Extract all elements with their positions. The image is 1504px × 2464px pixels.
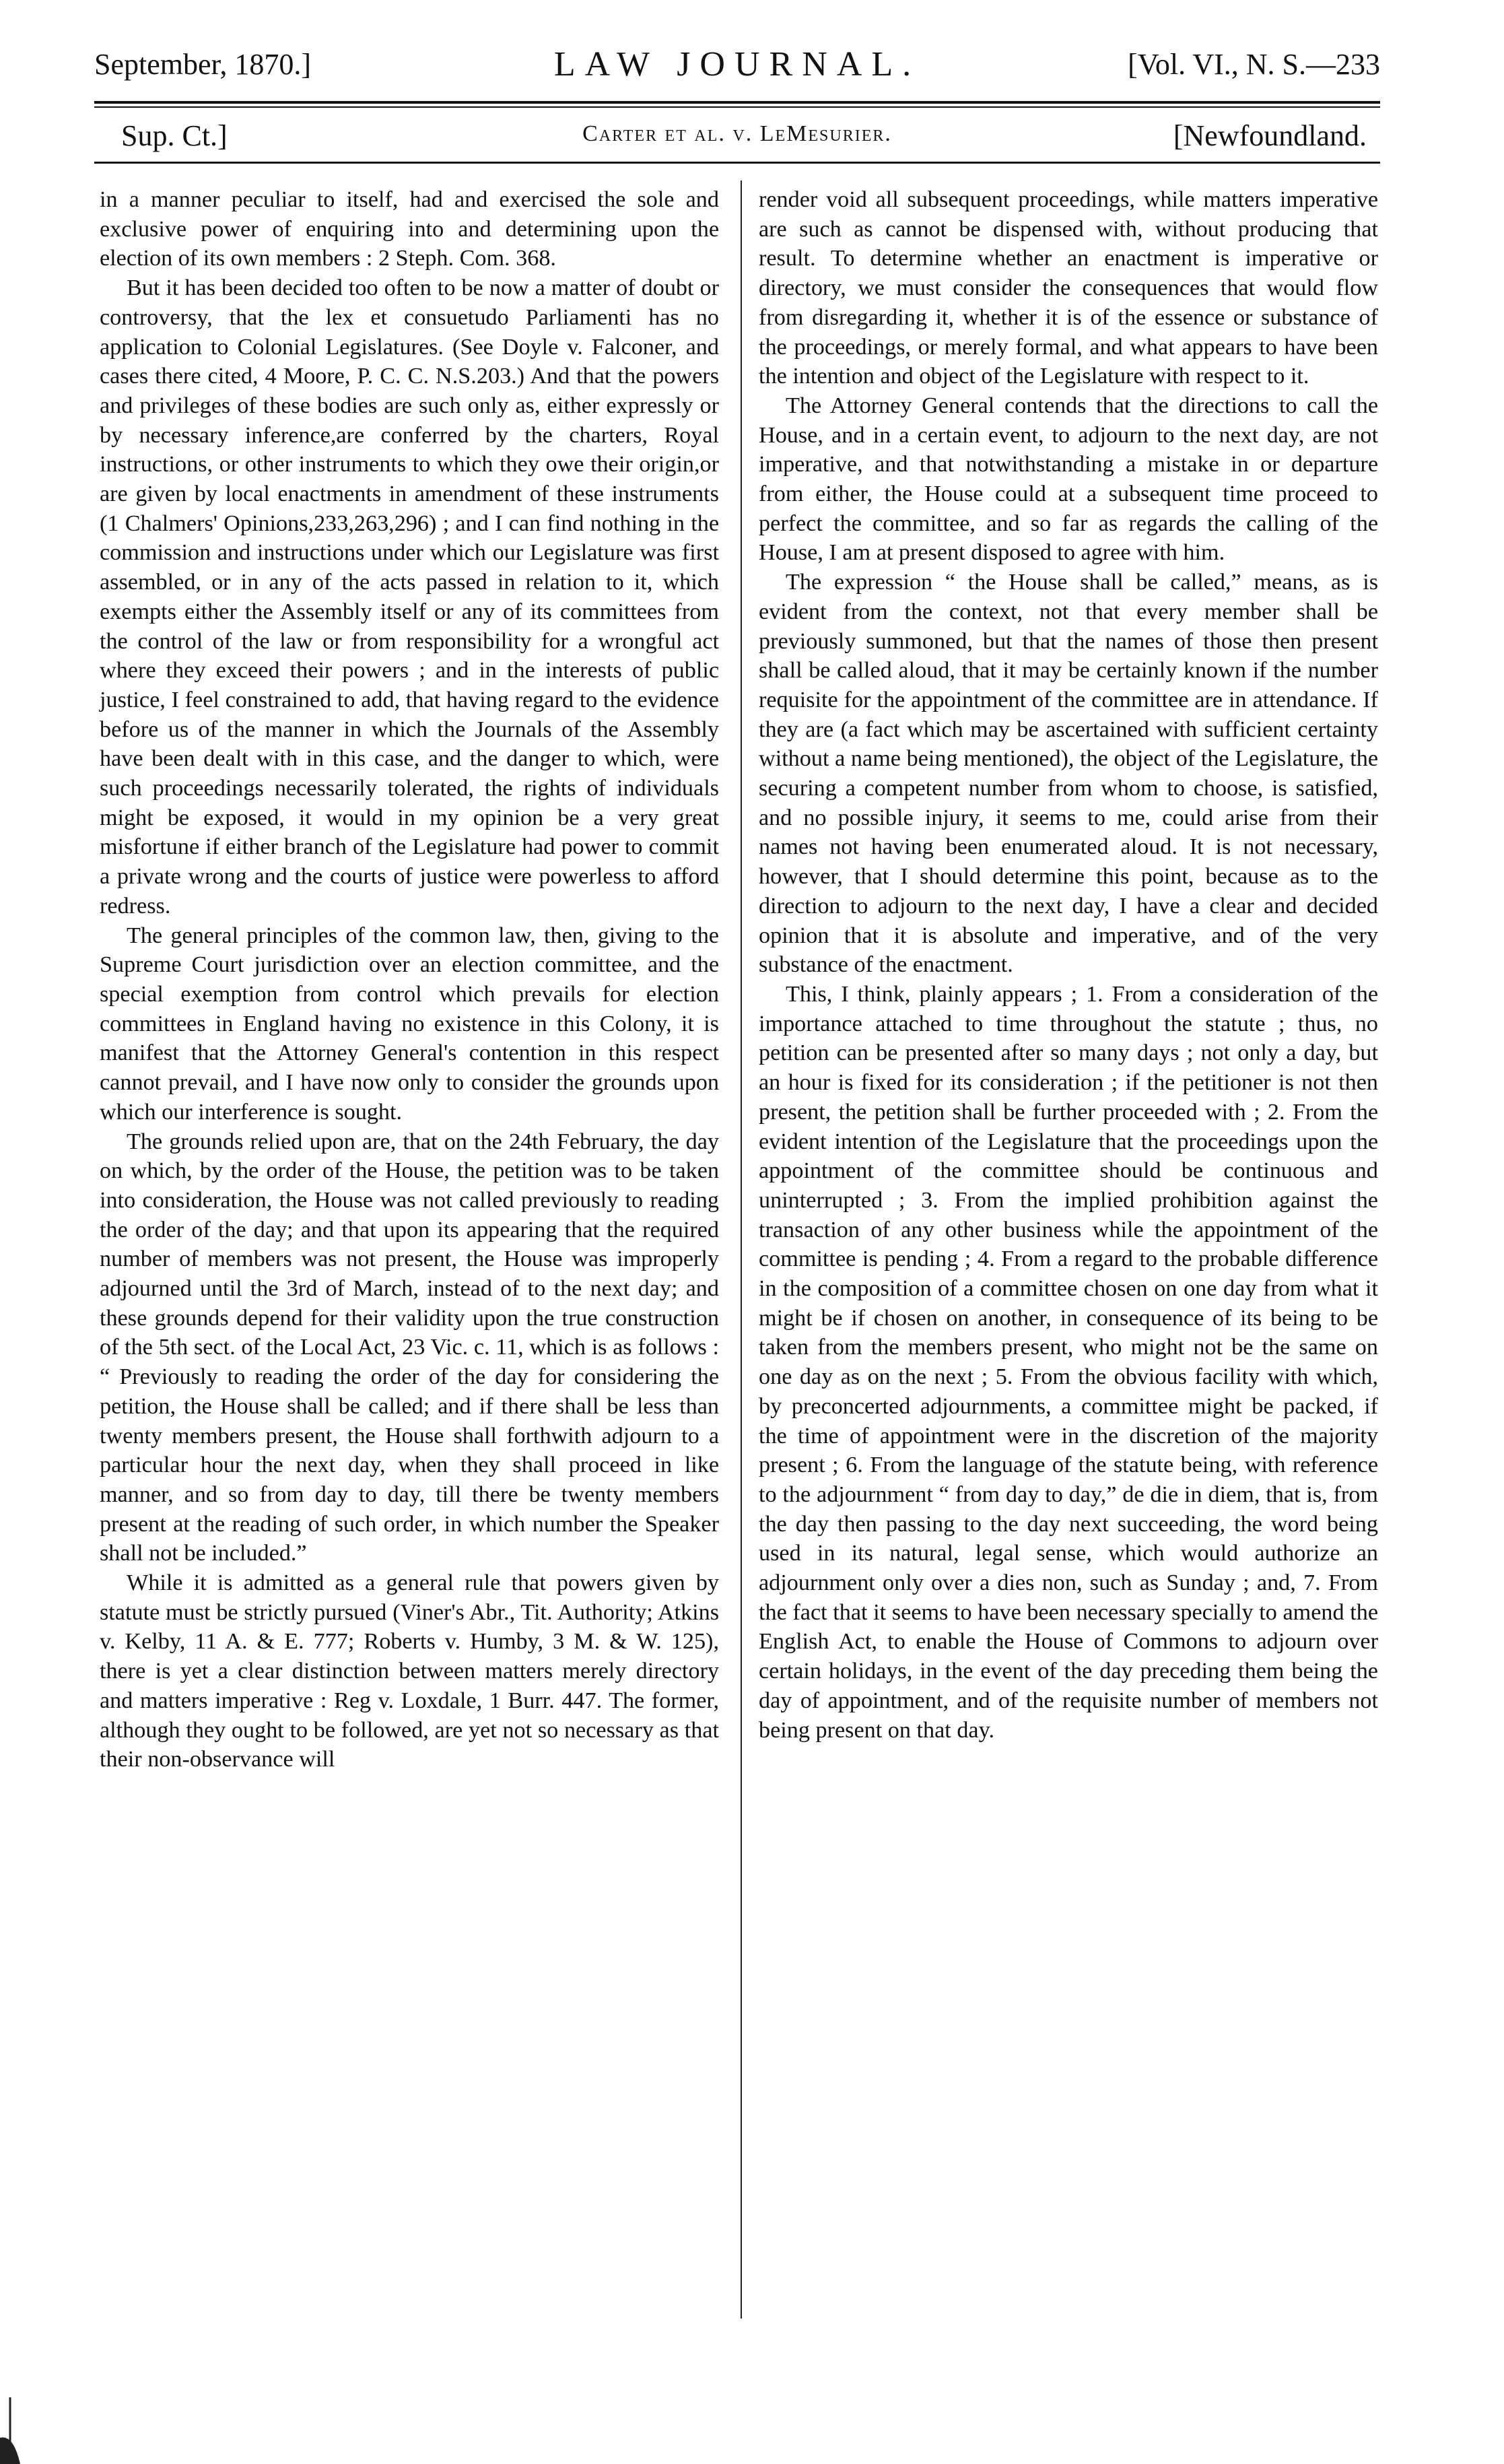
paragraph: This, I think, plainly appears ; 1. From a consideration of the importance attached to time throughout the statute ; thus, no petition can be presented after so many days ; not only a day, but an hour is fixed for its consideration ; if the petitioner is not then present, the petition shall be further proceeded with ; 2. From the evident intention of the Legislature that the proceedings upon the appointment of the committee should be continuous and uninterrupted ; 3. From the implied prohibition against the transaction of any other business while the appointment of the committee is pending ; 4. From a regard to the probable difference in the composition of a committee chosen on one day from what it might be if chosen on another, in consequence of its being to be taken from the members present, who might not be the same on one day as on the next ; 5. From the obvious facility with which, by preconcerted adjournments, a committee might be packed, if the time of appointment were in the discretion of the majority present ; 6. From the language of the statute being, with reference to the adjournment “ from day to day,” de die in diem, that is, from the day then passing to the day next succeeding, the word being used in its natural, legal sense, which would authorize an adjournment only over a dies non, such as Sunday ; and, 7. From the fact that it seems to have been necessary specially to amend the English Act, to enable the House of Commons to adjourn over certain holidays, in the event of the day preceding them being the day of appointment, and of the requisite number of members not being present on that day. bbox=[759, 981, 1378, 1743]
court-label: Sup. Ct.] bbox=[121, 119, 228, 152]
header-date: September, 1870.] bbox=[94, 48, 312, 81]
binding-edge-mark bbox=[0, 2397, 40, 2464]
paragraph: The general principles of the common law, then, giving to the Supreme Court jurisdiction over an election committee, and the special exemption from control which prevails for election committees in England having no existence in this Colony, it is manifest that the Attorney General's contention in this respect cannot prevail, and I have now only to consider the grounds upon which our interference is sought. bbox=[100, 923, 719, 1125]
running-header bbox=[94, 40, 1380, 94]
right-column bbox=[759, 185, 1378, 2327]
case-header bbox=[94, 113, 1380, 160]
paragraph: The Attorney General contends that the directions to call the House, and in a certain event, to adjourn to the next day, are not imperative, and that notwithstanding a mistake in or departure from either, the House could at a subsequent time proceed to perfect the committee, and so far as regards the calling of the House, I am at present disposed to agree with him. bbox=[759, 393, 1378, 566]
paragraph: render void all subsequent proceedings, while matters imperative are such as cannot be dispensed with, without producing that result. To determine whether an enactment is imperative or directory, we must consider the consequences that would flow from disregarding it, whether it is of the essence or substance of the proceedings, or merely formal, and what appears to have been the intention and object of the Legislature with respect to it. bbox=[759, 187, 1378, 389]
header-rule-thick bbox=[94, 101, 1380, 104]
header-rule-thin bbox=[94, 106, 1380, 108]
column-divider bbox=[741, 180, 742, 2319]
case-title: Carter et al. v. LeMesurier. bbox=[582, 121, 892, 146]
jurisdiction-label: [Newfoundland. bbox=[1173, 119, 1367, 152]
left-column bbox=[100, 185, 719, 2327]
header-volume: [Vol. VI., N. S.—233 bbox=[1128, 48, 1380, 81]
journal-title: LAW JOURNAL. bbox=[553, 45, 921, 84]
paragraph: in a manner peculiar to itself, had and exercised the sole and exclusive power of enquiring into and determining upon the election of its own members : 2 Steph. Com. 368. bbox=[100, 187, 719, 271]
paragraph: While it is admitted as a general rule that powers given by statute must be strictly pursued (Viner's Abr., Tit. Authority; Atkins v. Kelby, 11 A. & E. 777; Roberts v. Humby, 3 M. & W. 125), there is yet a clear distinction between matters merely directory and matters imperative : Reg v. Loxdale, 1 Burr. 447. The former, although they ought to be followed, are yet not so necessary as that their non-observance will bbox=[100, 1570, 719, 1772]
paragraph: But it has been decided too often to be now a matter of doubt or controversy, that the lex et consuetudo Parliamenti has no application to Colonial Legislatures. (See Doyle v. Falconer, and cases there cited, 4 Moore, P. C. C. N.S.203.) And that the powers and privileges of these bodies are such only as, either expressly or by necessary inference,are conferred by the charters, Royal instructions, or other instruments to which they owe their origin,or are given by local enactments in amendment of these instruments (1 Chalmers' Opinions,233,263,296) ; and I can find nothing in the commission and instructions under which our Legislature was first assembled, or in any of the acts passed in relation to it, which exempts either the Assembly itself or any of its committees from the control of the law or from responsibility for a wrongful act where they exceed their powers ; and in the interests of public justice, I feel constrained to add, that having regard to the evidence before us of the manner in which the Journals of the Assembly have been dealt with in this case, and the danger to which, were such proceedings necessarily tolerated, the rights of individuals might be exposed, it would in my opinion be a very great misfortune if either branch of the Legislature had power to commit a private wrong and the courts of justice were powerless to afford redress. bbox=[100, 275, 719, 919]
case-header-rule bbox=[94, 162, 1380, 164]
paragraph: The grounds relied upon are, that on the 24th February, the day on which, by the order of the House, the petition was to be taken into consideration, the House was not called previously to reading the order of the day; and that upon its appearing that the required number of members was not present, the House was improperly adjourned until the 3rd of March, instead of to the next day; and these grounds depend for their validity upon the true construction of the 5th sect. of the Local Act, 23 Vic. c. 11, which is as follows : “ Previously to reading the order of the day for considering the petition, the House shall be called; and if there shall be less than twenty members present, the House shall forthwith adjourn to a particular hour the next day, when they shall proceed in like manner, and so from day to day, till there be twenty members present at the reading of such order, in which number the Speaker shall not be included.” bbox=[100, 1129, 719, 1566]
paragraph: The expression “ the House shall be called,” means, as is evident from the context, not that every member shall be previously summoned, but that the names of those then present shall be called aloud, that it may be certainly known if the number requisite for the appointment of the committee are in attendance. If they are (a fact which may be ascertained with sufficient certainty without a name being mentioned), the object of the Legislature, the securing a competent number from whom to choose, is satisfied, and no possible injury, it seems to me, could arise from their names not having been enumerated aloud. It is not necessary, however, that I should determine this point, because as to the direction to adjourn to the next day, I have a clear and decided opinion that it is absolute and imperative, and of the very substance of the enactment. bbox=[759, 570, 1378, 978]
